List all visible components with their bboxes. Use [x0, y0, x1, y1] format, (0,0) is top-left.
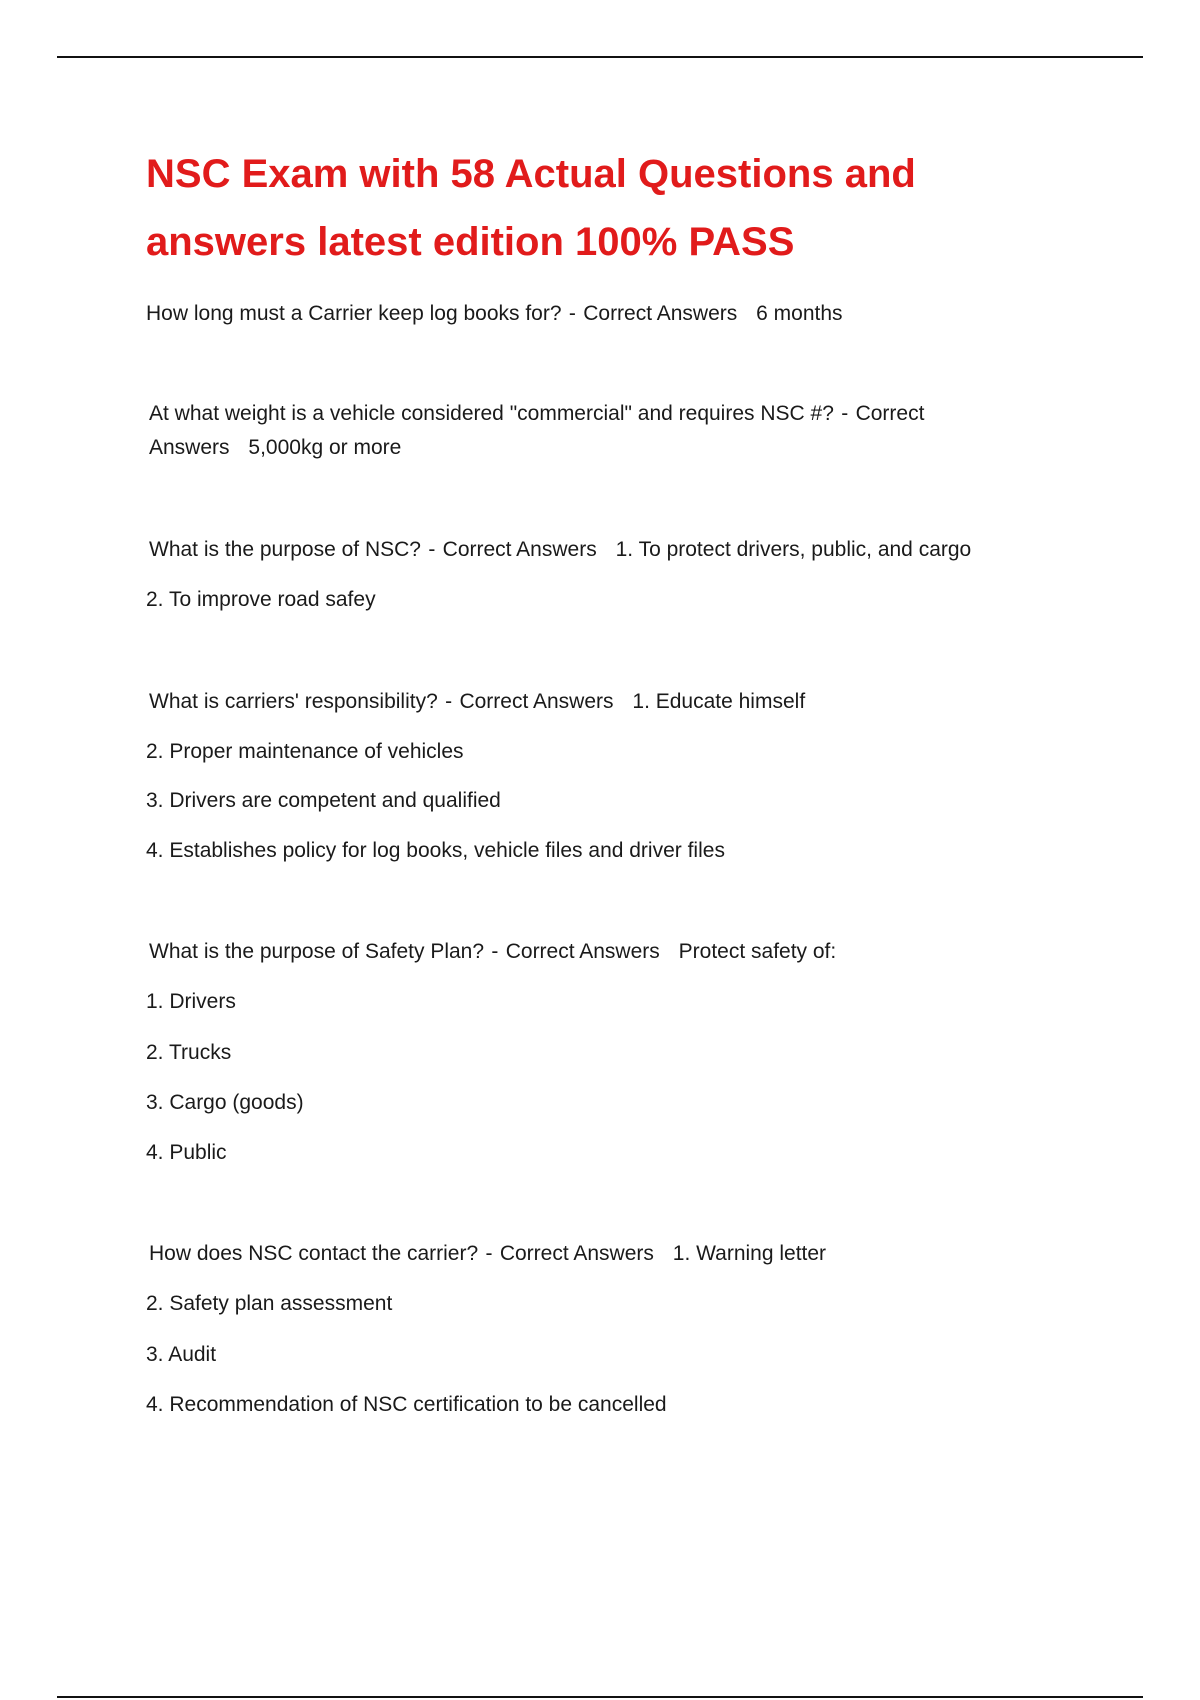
footer-rule	[57, 1696, 1143, 1698]
answer-item: 1. Drivers	[146, 990, 236, 1013]
question-text: What is carriers' responsibility?	[149, 690, 438, 713]
answer-text: 5,000kg or more	[248, 436, 402, 459]
correct-answers-label: Correct Answers	[459, 690, 614, 713]
qa-2	[149, 397, 1049, 465]
answer-item: 2. To improve road safey	[146, 588, 376, 611]
separator: -	[428, 538, 436, 561]
answer-item: 3. Drivers are competent and qualified	[146, 789, 501, 812]
answer-text: 1. Educate himself	[632, 690, 806, 713]
question-text: What is the purpose of NSC?	[149, 538, 421, 561]
answer-item: 3. Audit	[146, 1343, 217, 1366]
answer-item: 4. Recommendation of NSC certification to be cancelled	[146, 1393, 667, 1416]
separator: -	[445, 690, 453, 713]
question-text: At what weight is a vehicle considered "commercial" and requires NSC #?	[149, 402, 834, 425]
answer-item: 2. Trucks	[146, 1041, 232, 1064]
title-line-2: answers latest edition 100% PASS	[146, 220, 795, 264]
answer-item: 3. Cargo (goods)	[146, 1091, 304, 1114]
qa-6	[149, 1240, 826, 1268]
qa-4	[149, 688, 805, 716]
correct-answers-label: Correct Answers	[149, 402, 925, 459]
separator: -	[485, 1242, 493, 1265]
correct-answers-label: Correct Answers	[499, 1242, 654, 1265]
correct-answers-label: Correct Answers	[505, 940, 660, 963]
question-text: How does NSC contact the carrier?	[149, 1242, 479, 1265]
answer-item: 4. Establishes policy for log books, vehicle files and driver files	[146, 839, 725, 862]
answer-item: 2. Proper maintenance of vehicles	[146, 740, 464, 763]
answer-text: 1. Warning letter	[672, 1242, 827, 1265]
question-text: How long must a Carrier keep log books for?	[146, 302, 562, 325]
separator: -	[568, 302, 576, 325]
qa-1	[146, 300, 843, 328]
qa-3	[149, 536, 971, 564]
header-rule	[57, 56, 1143, 58]
question-text: What is the purpose of Safety Plan?	[149, 940, 485, 963]
answer-text: 6 months	[756, 302, 843, 325]
answer-text: Protect safety of:	[678, 940, 837, 963]
document-title	[146, 140, 1046, 276]
answer-item: 4. Public	[146, 1141, 227, 1164]
qa-5	[149, 938, 836, 966]
separator: -	[491, 940, 499, 963]
answer-text: 1. To protect drivers, public, and cargo	[615, 538, 972, 561]
separator: -	[841, 402, 849, 425]
answer-item: 2. Safety plan assessment	[146, 1292, 393, 1315]
title-line-1: NSC Exam with 58 Actual Questions and	[146, 152, 916, 196]
correct-answers-label: Correct Answers	[583, 302, 738, 325]
correct-answers-label: Correct Answers	[442, 538, 597, 561]
